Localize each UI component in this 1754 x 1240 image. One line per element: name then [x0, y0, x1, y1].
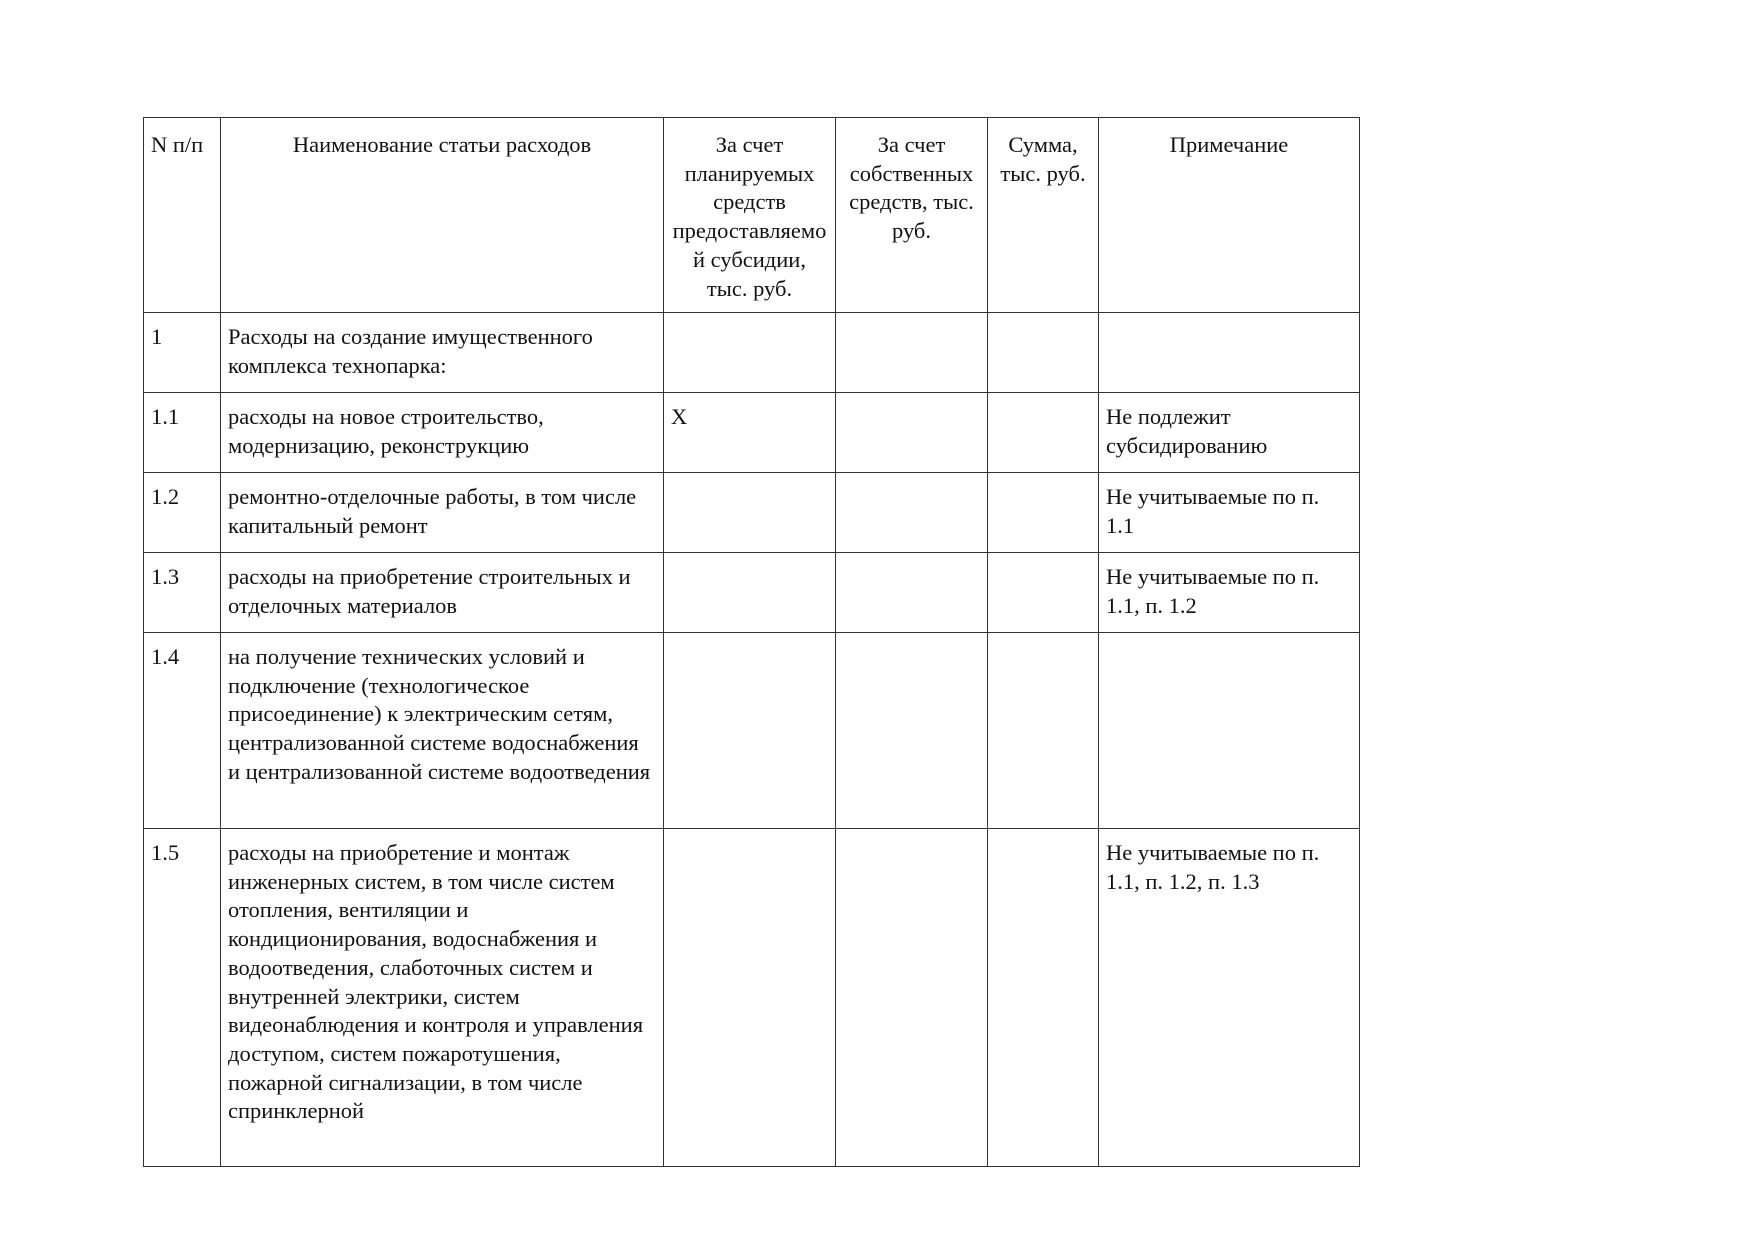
cell-own	[836, 553, 988, 633]
header-sum: Сумма, тыс. руб.	[988, 118, 1099, 313]
cell-subsidy: X	[664, 393, 836, 473]
header-number: N п/п	[144, 118, 221, 313]
cell-subsidy	[664, 313, 836, 393]
cell-name: расходы на новое строительство, модернизацию, реконструкцию	[221, 393, 664, 473]
cell-subsidy	[664, 829, 836, 1167]
header-own-funds: За счет собственных средств, тыс. руб.	[836, 118, 988, 313]
table-row	[144, 829, 1360, 1167]
cell-own	[836, 633, 988, 829]
cell-sum	[988, 829, 1099, 1167]
cell-own	[836, 393, 988, 473]
cell-note	[1099, 633, 1360, 829]
header-note: Примечание	[1099, 118, 1360, 313]
header-name: Наименование статьи расходов	[221, 118, 664, 313]
cell-name: ремонтно-отделочные работы, в том числе капитальный ремонт	[221, 473, 664, 553]
cell-name: на получение технических условий и подключение (технологическое присоединение) к электрическим сетям, централизованной системе водоснабжения и централизованной системе водоотведения	[221, 633, 664, 829]
cell-sum	[988, 633, 1099, 829]
cell-num: 1	[144, 313, 221, 393]
cell-subsidy	[664, 553, 836, 633]
cell-num: 1.2	[144, 473, 221, 553]
table-row	[144, 393, 1360, 473]
cell-note: Не подлежит субсидированию	[1099, 393, 1360, 473]
header-row	[144, 118, 1360, 313]
cell-sum	[988, 553, 1099, 633]
cell-own	[836, 313, 988, 393]
table-row	[144, 473, 1360, 553]
table-row	[144, 553, 1360, 633]
cell-name: расходы на приобретение строительных и отделочных материалов	[221, 553, 664, 633]
header-subsidy: За счет планируемых средств предоставляемой субсидии, тыс. руб.	[664, 118, 836, 313]
cell-subsidy	[664, 633, 836, 829]
cell-sum	[988, 313, 1099, 393]
cell-subsidy	[664, 473, 836, 553]
cell-note: Не учитываемые по п. 1.1, п. 1.2, п. 1.3	[1099, 829, 1360, 1167]
cell-note: Не учитываемые по п. 1.1, п. 1.2	[1099, 553, 1360, 633]
cell-own	[836, 829, 988, 1167]
cell-name: Расходы на создание имущественного комплекса технопарка:	[221, 313, 664, 393]
cell-note	[1099, 313, 1360, 393]
cell-num: 1.3	[144, 553, 221, 633]
table-row	[144, 313, 1360, 393]
cell-note: Не учитываемые по п. 1.1	[1099, 473, 1360, 553]
table-row	[144, 633, 1360, 829]
cell-sum	[988, 473, 1099, 553]
cell-own	[836, 473, 988, 553]
cell-num: 1.5	[144, 829, 221, 1167]
cell-num: 1.1	[144, 393, 221, 473]
cell-name: расходы на приобретение и монтаж инженерных систем, в том числе систем отопления, вентиляции и кондиционирования, водоснабжения и водоотведения, слаботочных систем и внутренней электрики, систем видеонаблюдения и контроля и управления доступом, систем пожаротушения, пожарной сигнализации, в том числе спринклерной	[221, 829, 664, 1167]
cell-sum	[988, 393, 1099, 473]
cell-num: 1.4	[144, 633, 221, 829]
expense-table	[143, 117, 1360, 1167]
